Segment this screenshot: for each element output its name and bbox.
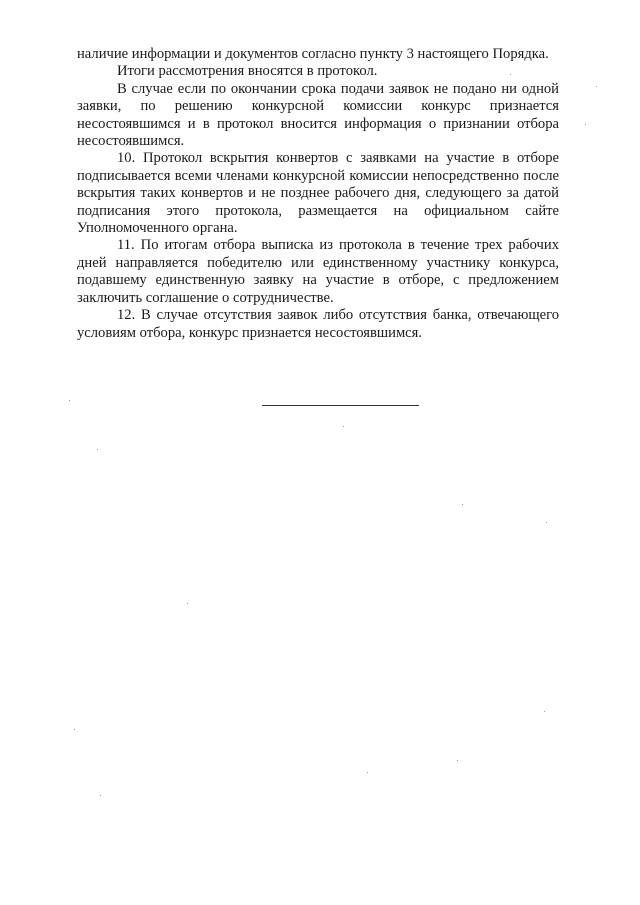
scan-speck <box>546 522 547 523</box>
paragraph-item-12: 12. В случае отсутствия заявок либо отсутствия банка, отвечающего условиям отбора, конкурс признается несостоявшимся. <box>77 307 559 341</box>
scan-speck <box>187 603 188 604</box>
scan-speck <box>585 124 586 125</box>
paragraph-item-10: 10. Протокол вскрытия конвертов с заявками на участие в отборе подписывается всеми членами конкурсной комиссии непосредственно после вскрытия таких конвертов и не позднее рабочего дня, следующего за датой подписания этого протокола, размещается на официальном сайте Уполномоченного органа. <box>77 150 559 237</box>
paragraph-no-applications: В случае если по окончании срока подачи заявок не подано ни одной заявки, по решению конкурсной комиссии конкурс признается несостоявшимся и в протокол вносится информация о признании отбора несостоявшимся. <box>77 80 559 150</box>
paragraph-item-11: 11. По итогам отбора выписка из протокола в течение трех рабочих дней направляется победителю или единственному участнику конкурса, подавшему единственную заявку на участие в отборе, с предложением заключить соглашение о сотрудничестве. <box>77 237 559 306</box>
end-separator-line <box>262 405 419 406</box>
scan-speck <box>510 74 511 75</box>
paragraph-results: Итоги рассмотрения вносятся в протокол. <box>117 63 378 80</box>
paragraph-continuation: наличие информации и документов согласно пункту 3 настоящего Порядка. <box>77 46 549 62</box>
scan-speck <box>69 400 70 401</box>
scan-speck <box>74 729 75 730</box>
scan-speck <box>457 760 458 761</box>
scan-speck <box>462 504 463 505</box>
scan-speck <box>100 795 101 796</box>
scan-speck <box>97 449 98 450</box>
scan-speck <box>596 86 597 87</box>
scan-speck <box>343 426 344 427</box>
scan-speck <box>367 772 368 773</box>
scan-speck <box>544 711 545 712</box>
document-body <box>77 46 559 342</box>
